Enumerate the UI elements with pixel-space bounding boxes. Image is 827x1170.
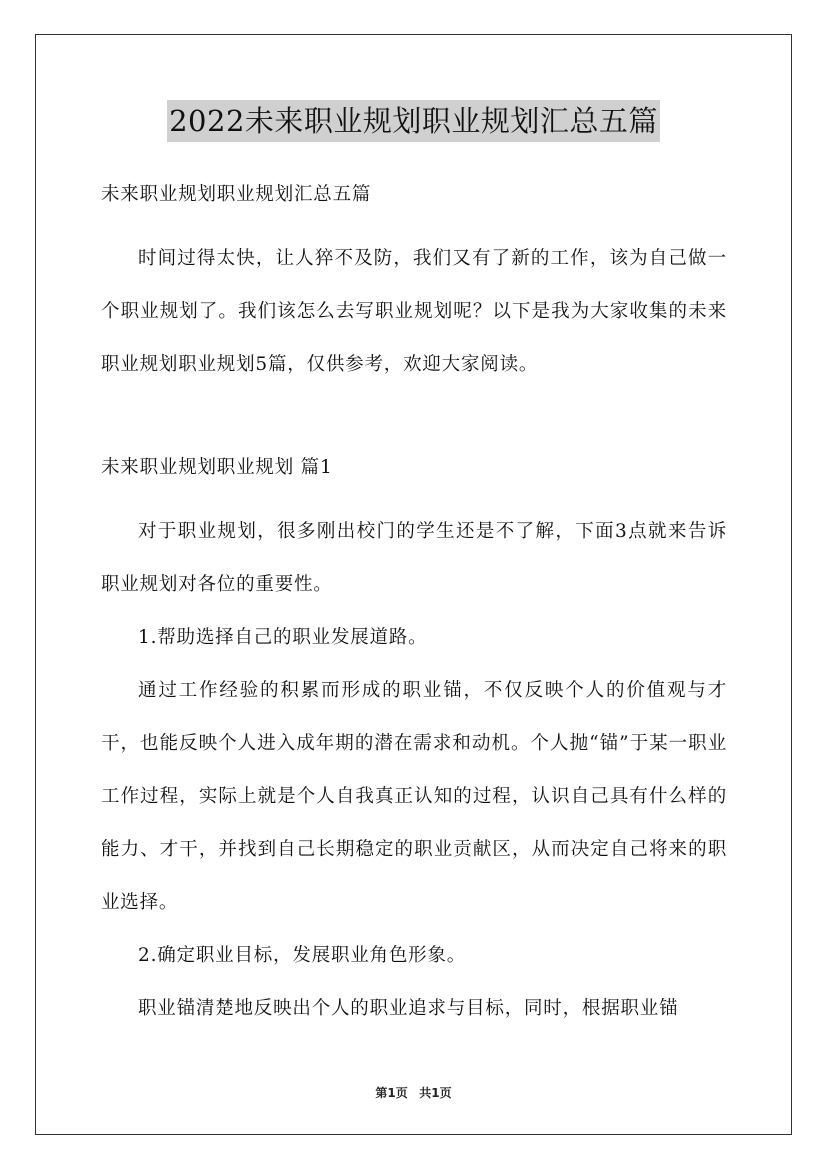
page-number: 第1页: [375, 1086, 408, 1100]
document-body: [101, 176, 727, 1035]
page-footer: [0, 1084, 827, 1101]
section-heading: 未来职业规划职业规划 篇1: [101, 457, 333, 478]
document-title-text: 2022未来职业规划职业规划汇总五篇: [167, 100, 660, 142]
document-title: [0, 100, 827, 142]
paragraph: 2.确定职业目标，发展职业角色形象。: [138, 945, 467, 966]
intro-paragraph: 时间过得太快，让人猝不及防，我们又有了新的工作，该为自己做一个职业规划了。我们该怎么去写职业规划呢？以下是我为大家收集的未来职业规划职业规划5篇，仅供参考，欢迎大家阅读。: [101, 248, 727, 375]
paragraph: 1.帮助选择自己的职业发展道路。: [138, 627, 428, 648]
paragraph: 通过工作经验的积累而形成的职业锚，不仅反映个人的价值观与才干，也能反映个人进入成年期的潜在需求和动机。个人抛“锚”于某一职业工作过程，实际上就是个人自我真正认知的过程，认识自己具有什么样的能力、才干，并找到自己长期稳定的职业贡献区，从而决定自己将来的职业选择。: [101, 680, 727, 913]
page-total: 共1页: [419, 1086, 452, 1100]
section-1: [101, 449, 727, 1035]
paragraph: 职业锚清楚地反映出个人的职业追求与目标，同时，根据职业锚: [138, 998, 679, 1019]
document-subtitle: 未来职业规划职业规划汇总五篇: [101, 184, 372, 205]
paragraph: 对于职业规划，很多刚出校门的学生还是不了解，下面3点就来告诉职业规划对各位的重要性。: [101, 521, 727, 595]
